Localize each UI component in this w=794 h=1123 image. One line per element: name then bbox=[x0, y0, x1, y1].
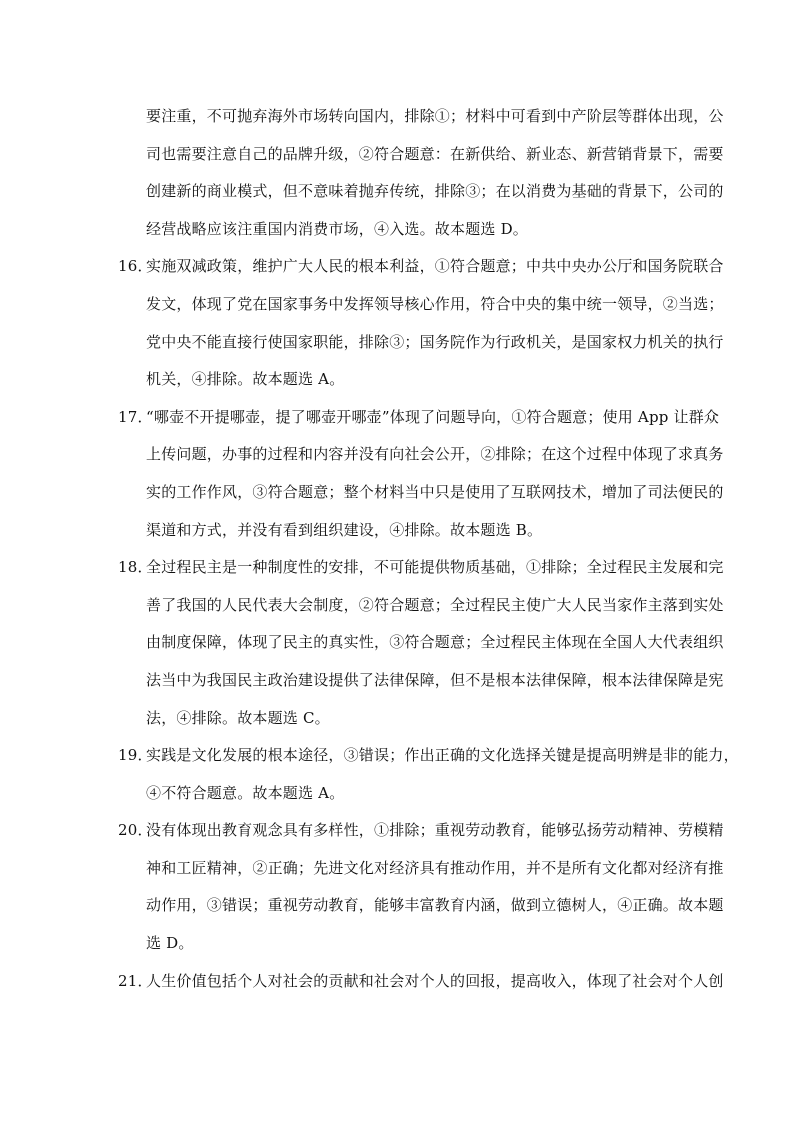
answer-19-line-1 bbox=[118, 740, 739, 778]
answer-15-line-3: 司也需要注意自己的品牌升级，②符合题意：在新供给、新业态、新营销背景下，需要 bbox=[146, 144, 724, 163]
answer-15-line-4: 创建新的商业模式，但不意味着抛弃传统，排除③；在以消费为基础的背景下，公司的 bbox=[146, 182, 724, 201]
answer-21-number: 21． bbox=[118, 971, 153, 990]
answer-18-line-2: 善了我国的人民代表大会制度，②符合题意；全过程民主使广大人民当家作主落到实处 bbox=[146, 595, 724, 614]
answer-18-text: 全过程民主是一种制度性的安排，不可能提供物质基础，①排除；全过程民主发展和完 bbox=[146, 558, 724, 577]
answer-15-line-5: 经营战略应该注重国内消费市场，④入选。故本题选 D。 bbox=[146, 219, 528, 238]
answer-20-line-2: 神和工匠精神，②正确；先进文化对经济具有推动作用，并不是所有文化都对经济有推 bbox=[146, 858, 724, 877]
answer-18-line-3: 由制度保障，体现了民主的真实性，③符合题意；全过程民主体现在全国人大代表组织 bbox=[146, 633, 724, 652]
answer-17-number: 17． bbox=[118, 407, 153, 426]
answer-17-line-4: 渠道和方式，并没有看到组织建设，④排除。故本题选 B。 bbox=[146, 520, 543, 539]
answer-16-text: 实施双减政策，维护广大人民的根本利益，①符合题意；中共中央办公厅和国务院联合 bbox=[146, 257, 724, 276]
answer-19-line-2: ④不符合题意。故本题选 A。 bbox=[146, 783, 345, 802]
answer-19-text: 实践是文化发展的根本途径，③错误；作出正确的文化选择关键是提高明辨是非的能力， bbox=[146, 746, 739, 765]
answer-21-line-1 bbox=[118, 966, 724, 1004]
answer-17-line-2: 上传问题，办事的过程和内容并没有向社会公开，②排除；在这个过程中体现了求真务 bbox=[146, 445, 724, 464]
answer-20-text: 没有体现出教育观念具有多样性，①排除；重视劳动教育，能够弘扬劳动精神、劳模精 bbox=[146, 821, 724, 840]
answer-20-line-1 bbox=[118, 815, 724, 853]
answer-19-number: 19． bbox=[118, 746, 153, 765]
answer-18-line-4: 法当中为我国民主政治建设提供了法律保障，但不是根本法律保障，根本法律保障是宪 bbox=[146, 670, 724, 689]
answer-18-line-1 bbox=[118, 552, 724, 590]
answer-20-line-3: 动作用，③错误；重视劳动教育，能够丰富教育内涵，做到立德树人，④正确。故本题 bbox=[146, 896, 724, 915]
answer-16-line-3: 党中央不能直接行使国家职能，排除③；国务院作为行政机关，是国家权力机关的执行 bbox=[146, 332, 724, 351]
answer-text bbox=[118, 101, 739, 1003]
answer-16-line-2: 发文，体现了党在国家事务中发挥领导核心作用，符合中央的集中统一领导，②当选； bbox=[146, 294, 724, 313]
answer-16-line-1 bbox=[118, 251, 724, 289]
answer-17-line-3: 实的工作作风，③符合题意；整个材料当中只是使用了互联网技术，增加了司法便民的 bbox=[146, 482, 724, 501]
answer-16-line-4: 机关，④排除。故本题选 A。 bbox=[146, 370, 345, 389]
answer-18-number: 18． bbox=[118, 558, 153, 577]
answer-16-number: 16． bbox=[118, 257, 153, 276]
answer-21-text: 人生价值包括个人对社会的贡献和社会对个人的回报，提高收入，体现了社会对个人创 bbox=[146, 971, 724, 990]
answer-17-text: “哪壶不开提哪壶，提了哪壶开哪壶”体现了问题导向，①符合题意；使用 App 让群众 bbox=[146, 407, 720, 426]
answer-20-line-4: 选 D。 bbox=[146, 934, 194, 953]
answer-15-line-2: 要注重，不可抛弃海外市场转向国内，排除①；材料中可看到中产阶层等群体出现，公 bbox=[146, 107, 724, 125]
answer-18-line-5: 法，④排除。故本题选 C。 bbox=[146, 708, 330, 727]
answer-17-line-1 bbox=[118, 402, 720, 440]
answer-20-number: 20． bbox=[118, 821, 153, 840]
